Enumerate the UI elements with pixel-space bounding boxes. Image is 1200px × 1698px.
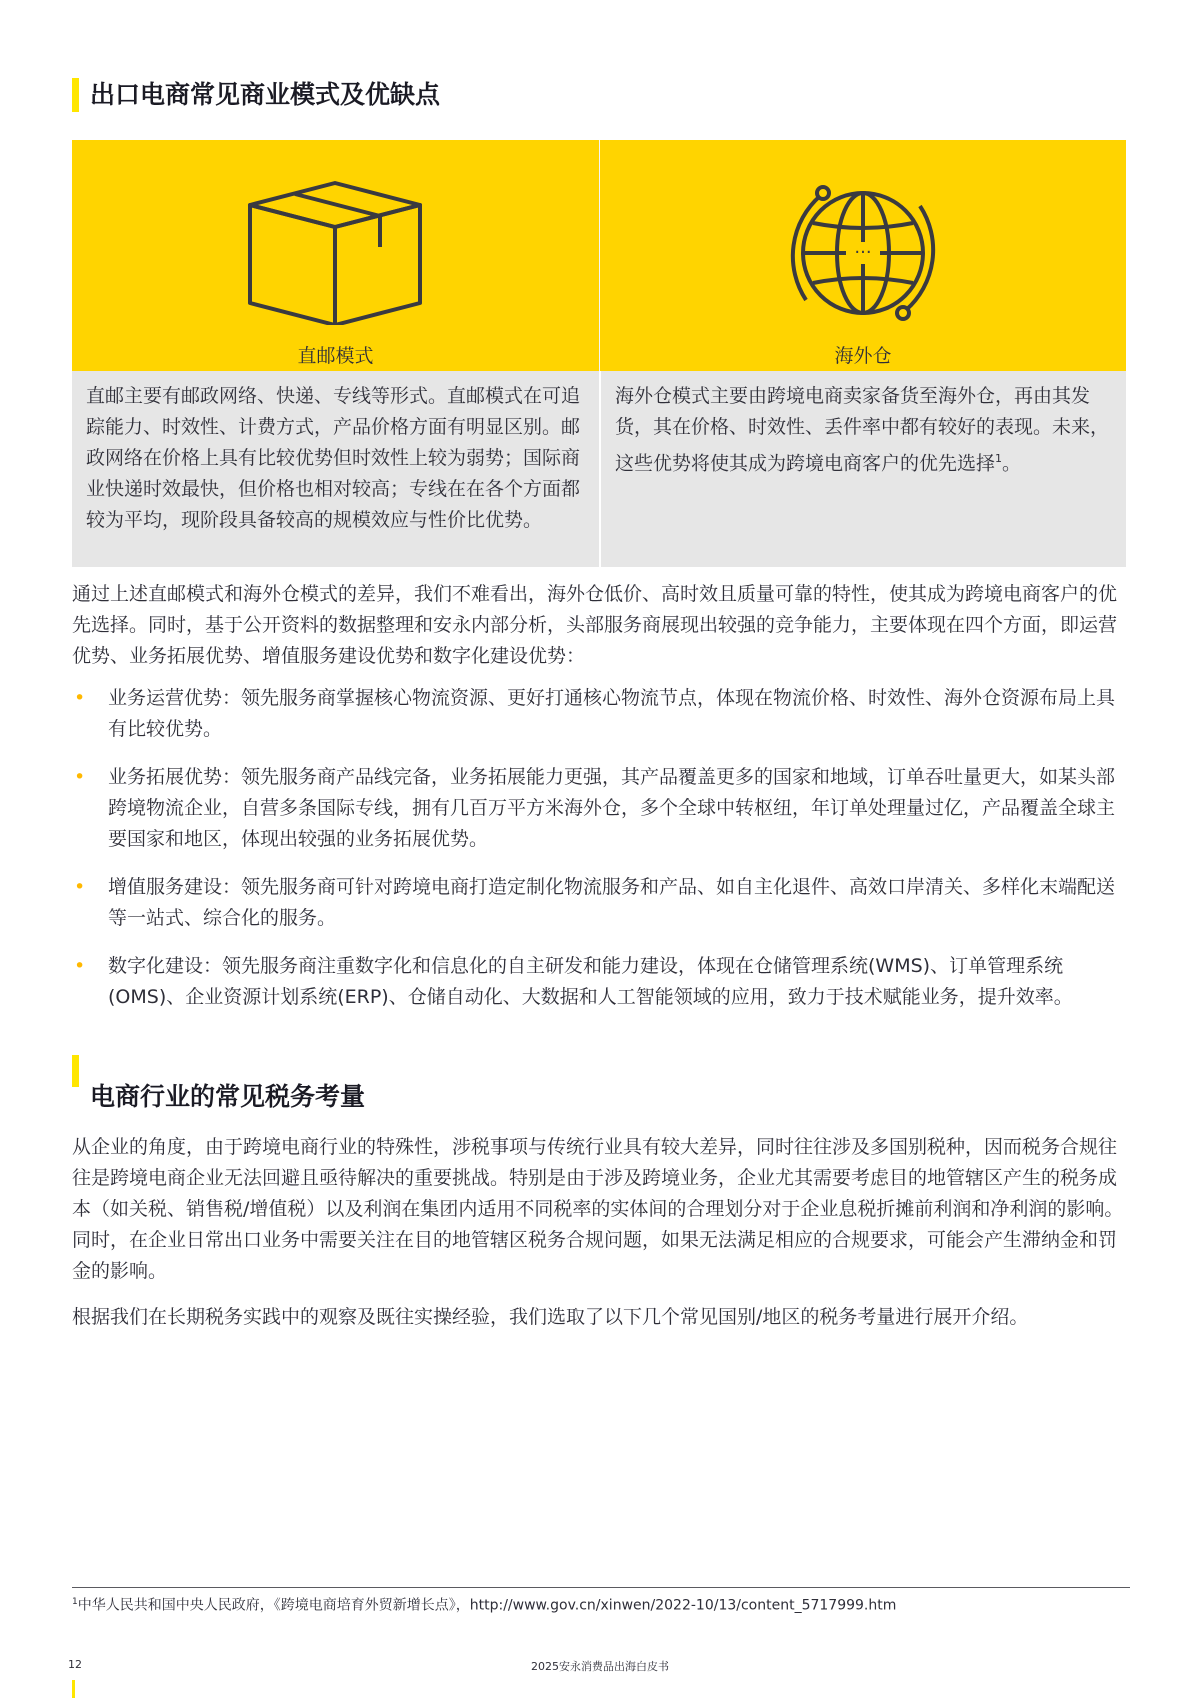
model-header-overseas-warehouse — [599, 140, 1126, 371]
list-item-text: 业务运营优势：领先服务商掌握核心物流资源、更好打通核心物流节点，体现在物流价格、时效性、海外仓资源布局上具有比较优势。 — [108, 687, 1116, 740]
model-header-direct-mail — [72, 140, 599, 371]
footnote-text: 中华人民共和国中央人民政府，《跨境电商培育外贸新增长点》，http://www.gov.cn/xinwen/2022-10/13/content_5717999.htm — [77, 1597, 897, 1614]
business-models-table — [72, 140, 1126, 567]
box-icon — [240, 165, 430, 325]
model-description-overseas-warehouse — [599, 371, 1126, 567]
section-accent-bar — [72, 78, 79, 112]
section-title: 电商行业的常见税务考量 — [90, 1082, 366, 1111]
model-label: 直邮模式 — [297, 345, 374, 367]
model-label: 海外仓 — [834, 345, 892, 367]
bullet-dot: • — [74, 876, 86, 898]
page-number: 12 — [68, 1658, 82, 1671]
bullet-dot: • — [74, 766, 86, 788]
bullet-dot: • — [74, 687, 86, 709]
advantages-list — [72, 683, 1128, 1030]
list-item-text: 数字化建设：领先服务商注重数字化和信息化的自主研发和能力建设，体现在仓储管理系统(WMS)、订单管理系统(OMS)、企业资源计划系统(ERP)、仓储自动化、大数据和人工智能领域的应用，致力于技术赋能业务，提升效率。 — [108, 955, 1073, 1008]
list-item-text: 增值服务建设：领先服务商可针对跨境电商打造定制化物流服务和产品、如自主化退件、高效口岸清关、多样化末端配送等一站式、综合化的服务。 — [108, 876, 1116, 929]
footnote-ref[interactable]: 1 — [995, 452, 1003, 465]
footnote — [72, 1592, 896, 1616]
footnote-divider — [72, 1587, 1130, 1588]
tax-paragraph: 根据我们在长期税务实践中的观察及既往实操经验，我们选取了以下几个常见国别/地区的税务考量进行展开介绍。 — [72, 1306, 1029, 1328]
globe-dots: ··· — [854, 242, 872, 263]
description-end: 。 — [1002, 452, 1022, 475]
list-item — [72, 951, 1128, 1013]
intro-paragraph: 通过上述直邮模式和海外仓模式的差异，我们不难看出，海外仓低价、高时效且质量可靠的特性，使其成为跨境电商客户的优先选择。同时，基于公开资料的数据整理和安永内部分析，头部服务商展现出较强的竞争能力，主要体现在四个方面，即运营优势、业务拓展优势、增值服务建设优势和数字化建设优势： — [72, 583, 1118, 667]
footer-accent-bar — [72, 1680, 75, 1698]
section-accent-bar — [72, 1055, 79, 1087]
footnote-number: 1 — [72, 1597, 78, 1607]
list-item-text: 业务拓展优势：领先服务商产品线完备，业务拓展能力更强，其产品覆盖更多的国家和地域，订单吞吐量更大，如某头部跨境物流企业，自营多条国际专线，拥有几百万平方米海外仓，多个全球中转枢纽，年订单处理量过亿，产品覆盖全球主要国家和地区，体现出较强的业务拓展优势。 — [108, 766, 1116, 850]
section-title: 出口电商常见商业模式及优缺点 — [90, 80, 441, 109]
description-text: 海外仓模式主要由跨境电商卖家备货至海外仓，再由其发货，其在价格、时效性、丢件率中都有较好的表现。未来，这些优势将使其成为跨境电商客户的优先选择 — [615, 385, 1110, 475]
bullet-dot: • — [74, 955, 86, 977]
document-title: 2025安永消费品出海白皮书 — [531, 1660, 669, 1673]
tax-paragraph: 从企业的角度，由于跨境电商行业的特殊性，涉税事项与传统行业具有较大差异，同时往往涉及多国别税种，因而税务合规往往是跨境电商企业无法回避且亟待解决的重要挑战。特别是由于涉及跨境业务，企业尤其需要考虑目的地管辖区产生的税务成本（如关税、销售税/增值税）以及利润在集团内适用不同税率的实体间的合理划分对于企业息税折摊前利润和净利润的影响。同时，在企业日常出口业务中需要关注在目的地管辖区税务合规问题，如果无法满足相应的合规要求，可能会产生滞纳金和罚金的影响。 — [72, 1136, 1124, 1282]
list-item — [72, 872, 1128, 934]
model-description-direct-mail: 直邮主要有邮政网络、快递、专线等形式。直邮模式在可追踪能力、时效性、计费方式，产品价格方面有明显区别。邮政网络在价格上具有比较优势但时效性上较为弱势；国际商业快递时效最快，但价格也相对较高；专线在在各个方面都较为平均，现阶段具备较高的规模效应与性价比优势。 — [72, 371, 599, 567]
list-item — [72, 762, 1128, 855]
list-item — [72, 683, 1128, 745]
globe-icon — [778, 168, 948, 338]
